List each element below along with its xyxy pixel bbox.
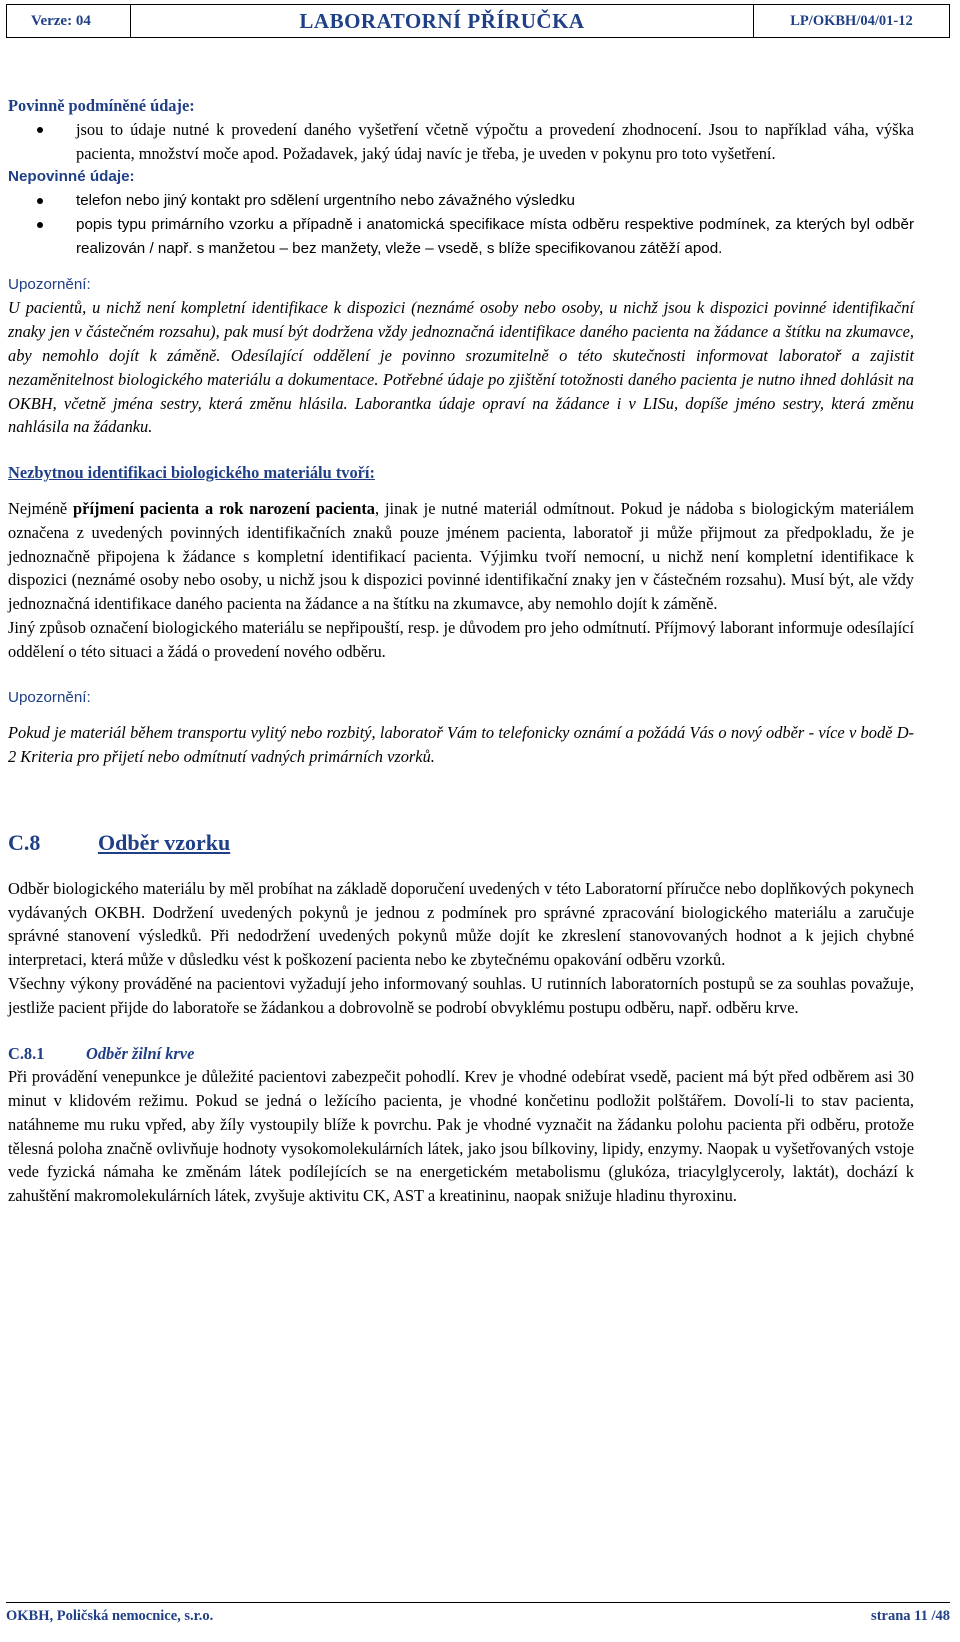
section-number: C.8 bbox=[8, 829, 41, 855]
header-code: LP/OKBH/04/01-12 bbox=[753, 5, 949, 37]
optional-item: telefon nebo jiný kontakt pro sdělení urgentního nebo závažného výsledku bbox=[8, 189, 914, 213]
warning-paragraph bbox=[8, 296, 914, 439]
section-title: Odběr vzorku bbox=[98, 829, 231, 855]
identification-title: Nezbytnou identifikaci biologického materiálu tvoří: bbox=[8, 463, 375, 483]
header-version: Verze: 04 bbox=[7, 5, 131, 37]
footer-organization: OKBH, Poličská nemocnice, s.r.o. bbox=[6, 1608, 214, 1624]
text-run: , jinak je nutné materiál odmítnout. Pokud je nádoba s biologickým materiálem označena z uvedených povinných identifikačních znaků pouze jménem pacienta, laboratoř ji může přijmout za předpokladu, že je jednoznačně připojena k žádance s kompletní identifikací pacienta. Výjimku tvoří nemocní, u nichž není kompletní identifikace k dispozici (neznámé osoby nebo osoby, u nichž jsou k dispozici povinné identifikační znaky jen v částečném rozsahu). Musí být, ale vždy jednoznačná identifikace daného pacienta na žádance a na štítku na zkumavce, aby nemohlo dojít k záměně. bbox=[8, 498, 914, 614]
identification-paragraph-2: Jiný způsob označení biologického materiálu se nepřipouští, resp. je důvodem pro jeho odmítnutí. Příjmový laborant informuje odesílající oddělení o této situaci a žádá o provedení nového odběru. bbox=[8, 617, 914, 661]
conditional-title: Povinně podmíněné údaje: bbox=[8, 96, 195, 115]
text-run: Nejméně bbox=[8, 498, 74, 518]
optional-item: popis typu primárního vzorku a případně i anatomická specifikace místa odběru respektive podmínek, za kterých byl odběr realizován / např. s manžetou – bez manžety, vleže – vsedě, s blíže specifikovanou zátěží apod. bbox=[8, 213, 914, 261]
warning-paragraph-2: Pokud je materiál během transportu vylitý nebo rozbitý, laboratoř Vám to telefonicky oznámí a požádá Vás o nový odběr - více v bodě D-2 Kriteria pro přijetí nebo odmítnutí vadných primárních vzorků. bbox=[8, 723, 914, 767]
section-paragraph: Odběr biologického materiálu by měl probíhat na základě doporučení uvedených v této Laboratorní příručce nebo doplňkových pokynech vydávaných OKBH. Dodržení uvedených pokynů je jednou z podmínek pro správné zpracování biologického materiálu a zaručuje správné stanovení výsledků. Při nedodržení uvedených pokynů může dojít ke zkreslení stanovovaných hodnot a k jejich chybné interpretaci, která může v důsledku vést k poškození pacienta nebo ke zbytečnému opakování odběru vzorků. bbox=[8, 878, 914, 970]
section-paragraph: Všechny výkony prováděné na pacientovi vyžadují jeho informovaný souhlas. U rutinních laboratorních postupů se za souhlas považuje, jestliže pacient přijde do laboratoře se žádankou a dobrovolně se podrobí obvyklému postupu odběru, např. odběru krve. bbox=[8, 973, 914, 1017]
optional-title: Nepovinné údaje: bbox=[8, 168, 135, 186]
header-title: LABORATORNÍ PŘÍRUČKA bbox=[299, 8, 585, 33]
subsection-number: C.8.1 bbox=[8, 1043, 45, 1063]
conditional-item: jsou to údaje nutné k provedení daného vyšetření včetně výpočtu a provedení zhodnocení. Jsou to například váha, výška pacienta, množství moče apod. Požadavek, jaký údaj navíc je třeba, je uveden v pokynu pro toto vyšetření. bbox=[8, 118, 914, 166]
footer-page-number: strana 11 /48 bbox=[871, 1608, 950, 1624]
section-heading bbox=[8, 831, 914, 855]
warning-part: Laborantka údaje opraví na žádance i v LISu, dopíše jméno sestry, která změnu nahlásila na žádanku. bbox=[8, 393, 914, 437]
warning-title-2: Upozornění: bbox=[8, 688, 91, 706]
subsection-heading bbox=[8, 1042, 914, 1066]
identification-paragraph bbox=[8, 497, 914, 616]
warning-title: Upozornění: bbox=[8, 275, 91, 293]
warning-part: Potřebné údaje po zjištění totožnosti daného pacienta je nutno ihned dohlásit na OKBH, včetně jména sestry, která změnu hlásila. bbox=[8, 369, 914, 413]
page-header bbox=[6, 4, 950, 38]
subsection-paragraph: Při provádění venepunkce je důležité pacientovi zabezpečit pohodlí. Krev je vhodné odebírat vsedě, pacient má být před odběrem asi 30 minut v klidovém režimu. Pokud se jedná o ležícího pacienta, je vhodné končetinu podložit polštářem. Dovolí-li to stav pacienta, natáhneme mu ruku vpřed, aby žíly vystoupily blíže k povrchu. Pak je vhodné vyznačit na žádanku polohu pacienta při odběru, protože tělesná poloha značně ovlivňuje hodnoty vysokomolekulárních látek, jako jsou bílkoviny, lipidy, enzymy. Naopak u vyšetřovaných vstoje vede fyzická námaha ke změnám látek podílejících se na energetickém metabolismu (glukóza, triacylglyceroly, laktát), dochází k zahuštění makromolekulárních látek, zvyšuje aktivitu CK, AST a kreatininu, naopak snižuje hladinu thyroxinu. bbox=[8, 1067, 914, 1206]
warning-part: U pacientů, u nichž není kompletní identifikace k dispozici (neznámé osoby nebo osoby, u nichž jsou k dispozici povinné identifikační znaky jen v částečném rozsahu), pak musí být dodržena vždy jednoznačná identifikace daného pacienta na žádance a štítku na zkumavce, aby nemohlo dojít k záměně. bbox=[8, 298, 914, 365]
subsection-title: Odběr žilní krve bbox=[86, 1043, 195, 1063]
text-run-bold: příjmení pacienta a rok narození pacienta bbox=[73, 498, 376, 518]
footer-divider bbox=[6, 1602, 950, 1603]
warning-part: Odesílající oddělení je povinno srozumitelně o této skutečnosti informovat laboratoř a zajistit nezaměnitelnost biologického materiálu a dokumentace. bbox=[8, 345, 914, 389]
page-footer bbox=[6, 1608, 950, 1625]
page-content bbox=[8, 94, 914, 1208]
